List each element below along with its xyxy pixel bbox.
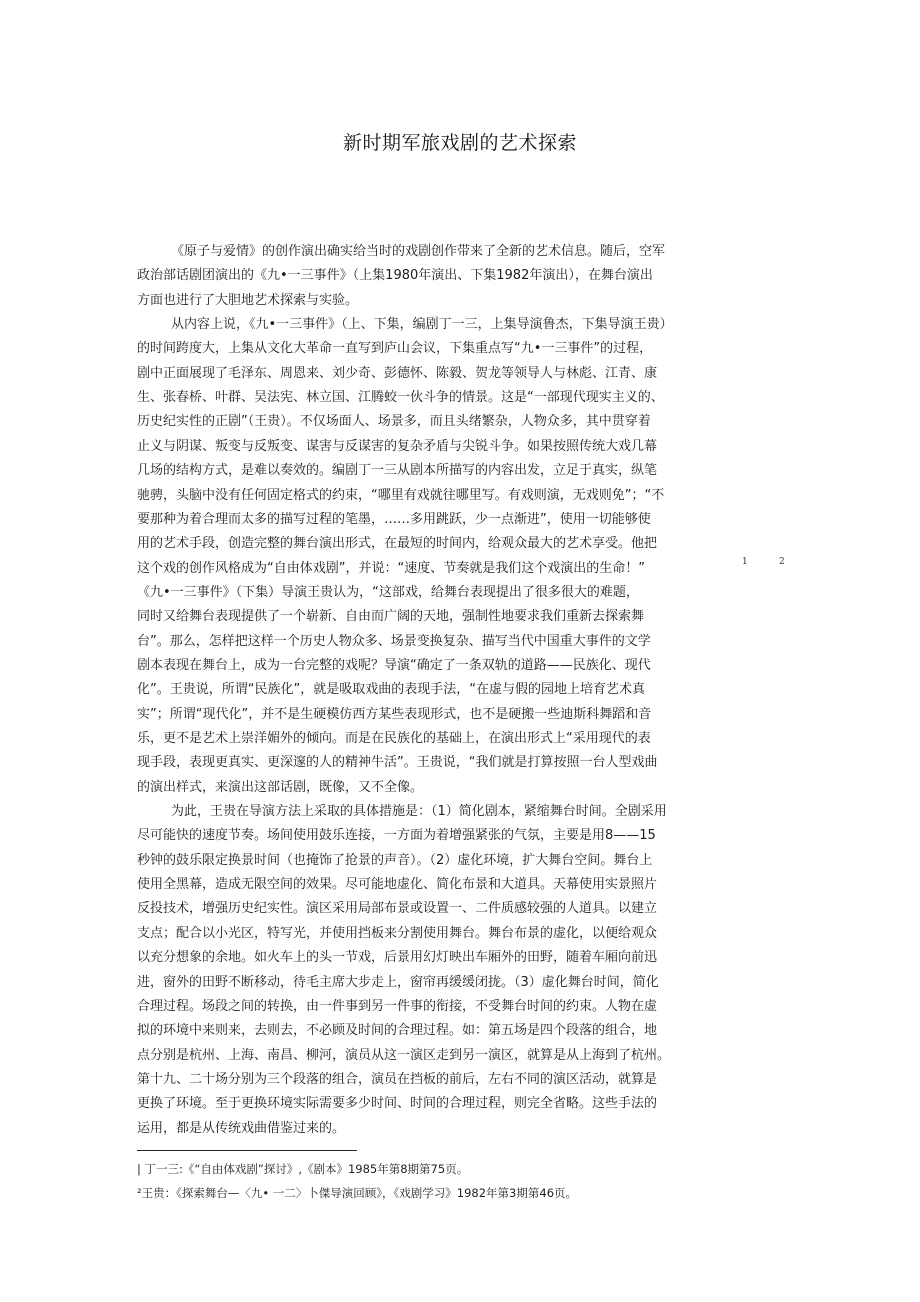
body-line: 《九•一三事件》（下集）导演王贵认为，“这部戏，给舞台表现提出了很多很大的难题， [137, 584, 639, 600]
body-line: 进，窗外的田野不断移动，待毛主席大步走上，窗帘再缓缓闭拢。（3）虚化舞台时间，简化 [137, 974, 659, 990]
body-line: 更换了环境。至于更换环境实际需要多少时间、时间的合理过程，则完全省略。这些手法的 [137, 1096, 658, 1112]
body-line: 从内容上说，《九•一三事件》（上、下集，编剧丁一三，上集导演鲁杰，下集导演王贵） [171, 317, 673, 333]
body-line: 用的艺术手段，创造完整的舞台演出形式，在最短的时间内，给观众最大的艺术享受。他把 [137, 536, 658, 552]
body-line: 历史纪实性的正剧”（王贵）。不仅场面人、场景多，而且头绪繁杂，人物众多，其中贯穿着 [137, 414, 651, 430]
footnote-marker-1: 1 [742, 557, 748, 567]
body-line: 现手段，表现更真实、更深邃的人的精神牛活”。王贵说，“我们就是打算按照一台人型戏曲 [137, 755, 658, 771]
body-line: 尽可能快的速度节奏。场间使用鼓乐连接，一方面为着增强紧张的气氛，主要是用8——15 [137, 828, 656, 844]
body-line: 合理过程。场段之间的转换，由一件事到另一件事的衔接，不受舞台时间的约束。人物在虚 [137, 998, 658, 1014]
footnote-1: | 丁一三:《“自由体戏剧”探讨》,《剧本》1985年第8期第75页。 [137, 1162, 469, 1176]
body-line: 的演出样式，来演出这部话剧，既像，又不全像。 [137, 779, 424, 795]
body-line: 支点；配合以小光区，特写光，并使用挡板来分割使用舞台。舞台布景的虚化，以便给观众 [137, 925, 658, 941]
body-line: 乐，更不是艺术上崇洋媚外的倾向。而是在民族化的基础上，在演出形式上“采用现代的表 [137, 731, 651, 746]
body-line: 拟的环境中来则来，去则去，不必顾及时间的合理过程。如：第五场是四个段落的组合，地 [137, 1023, 658, 1039]
document-title: 新时期军旅戏剧的艺术探索 [342, 132, 577, 154]
body-line: 剧本表现在舞台上，成为一台完整的戏呢？导演“确定了一条双轨的道路——民族化、现代 [137, 657, 651, 673]
body-line: 剧中正面展现了毛泽东、周恩来、刘少奇、彭德怀、陈毅、贺龙等领导人与林彪、江青、康 [137, 365, 658, 381]
body-line: 止义与阴谋、叛变与反叛变、谋害与反谋害的复杂矛盾与尖锐斗争。如果按照传统大戏几幕 [137, 438, 658, 454]
body-line: 秒钟的鼓乐限定换景时间（也掩饰了抢景的声音）。（2）虚化环境，扩大舞台空间。舞台上 [137, 852, 653, 868]
body-line: 以充分想象的余地。如火车上的头一节戏，后景用幻灯映出车厢外的田野，随着车厢向前迅 [137, 950, 658, 966]
body-line: 使用全黑幕，造成无限空间的效果。尽可能地虚化、简化布景和大道具。天幕使用实景照片 [137, 877, 658, 893]
body-line: 点分别是杭州、上海、南昌、柳河，演员从这一演区走到另一演区，就算是从上海到了杭州。 [137, 1047, 671, 1063]
body-line: 为此，王贵在导演方法上采取的具体措施是：（1）简化剧本，紧缩舞台时间。全剧采用 [171, 804, 667, 820]
body-line: 政治部话剧团演出的《九•一三事件》（上集1980年演出、下集1982年演出），在舞台演出 [137, 268, 653, 284]
footnote-divider [137, 1150, 357, 1151]
body-line: 反投技术，增强历史纪实性。演区采用局部布景或设置一、二件质感较强的人道具。以建立 [137, 901, 658, 917]
body-line: 驰骋，头脑中没有任何固定格式的约束，“哪里有戏就往哪里写。有戏则演，无戏则免”；“不 [137, 487, 665, 503]
body-line: 台”。那么，怎样把这样一个历史人物众多、场景变换复杂、描写当代中国重大事件的文学 [137, 633, 651, 649]
body-line: 方面也进行了大胆地艺术探索与实验。 [137, 292, 359, 308]
body-line: 的时间跨度大，上集从文化大革命一直写到庐山会议，下集重点写“九•一三事件”的过程， [137, 341, 653, 357]
body-line: 《原子与爱情》的创作演出确实给当时的戏剧创作带来了全新的艺术信息。随后，空军 [171, 244, 666, 259]
body-line: 这个戏的创作风格成为“自由体戏剧”，并说：“速度、节奏就是我们这个戏演出的生命！” [137, 560, 645, 576]
body-line: 几场的结构方式，是难以奏效的。编剧丁一三从剧本所描写的内容出发，立足于真实，纵笔 [137, 463, 658, 479]
body-line: 运用，都是从传统戏曲借鉴过来的。 [137, 1120, 346, 1136]
body-line: 第十九、二十场分别为三个段落的组合，演员在挡板的前后，左右不同的演区活动，就算是 [137, 1071, 658, 1087]
footnote-2: ²王贵：《探索舞台—〈九• 一二〉卜傑导演回顾》，《戏剧学习》1982年第3期第46页。 [137, 1186, 578, 1200]
footnote-marker-2: 2 [779, 557, 785, 567]
body-line: 化”。王贵说，所谓“民族化”，就是吸取戏曲的表现手法，“在虚与假的园地上培育艺术真 [137, 682, 645, 698]
body-line: 同时又给舞台表现提供了一个崭新、自由而广阔的天地，强制性地要求我们重新去探索舞 [137, 609, 645, 625]
body-line: 要那种为着合理而太多的描写过程的笔墨，……多用跳跃，少一点渐进”，使用一切能够使 [137, 511, 651, 527]
body-line: 实”；所谓“现代化”，并不是生硬模仿西方某些表现形式，也不是硬搬一些迪斯科舞蹈和音 [137, 706, 652, 722]
body-line: 生、张春桥、叶群、吴法宪、林立国、江腾蛟一伙斗争的情景。这是“一部现代现实主义的、 [137, 390, 664, 406]
